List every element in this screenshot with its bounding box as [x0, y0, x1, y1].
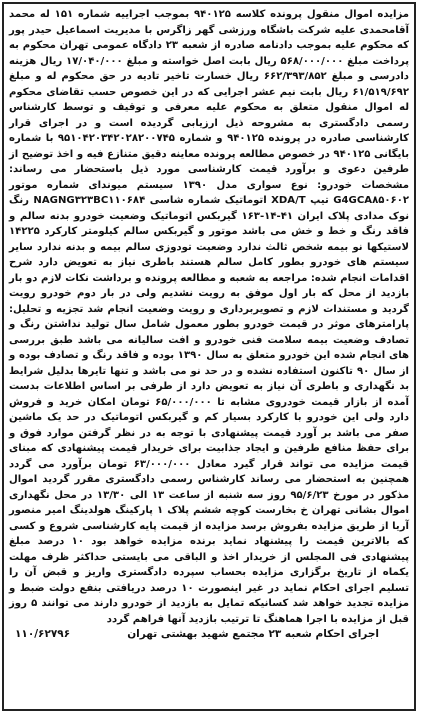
- notice-signature: اجرای احکام شعبه ۲۳ مجتمع شهید بهشتی تهران: [127, 628, 379, 640]
- auction-notice: [2, 2, 416, 711]
- notice-footer: [9, 628, 409, 640]
- notice-code: ۱۱۰/۶۲۷۹۶: [15, 628, 71, 640]
- notice-body: مزایده اموال منقول پرونده کلاسه ۹۴۰۱۲۵ بموجب اجراییه شماره ۱۵۱ له محمد آقامحمدی علیه شرکت باشگاه ورزشی گهر زاگرس با مدیریت اسماعیل حیدر پور که محکوم علیه بموجب دادنامه صادره از شعبه ۲۳ دادگاه عمومی تهران محکوم به پرداخت مبلغ ۵۶۸/۰۰۰/۰۰۰ ریال بابت اصل خواسته و مبلغ ۱۷/۰۴۰/۰۰۰ ریال هزینه دادرسی و مبلغ ۶۶۲/۳۹۳/۸۵۲ ریال خسارت تاخیر تادیه در حق محکوم له و مبلغ ۶۱/۵۱۹/۶۹۲ ریال بابت نیم عشر اجرایی که در این خصوص حسب تقاضای محکوم له اموال منقول متعلق به محکوم علیه معرفی و توقیف و توسط کارشناس رسمی دادگستری به مشروحه ذیل ارزیابی گردیده است و در اجرای قرار کارشناسی صادره در پرونده ۹۴۰۱۲۵ و شماره ۹۵۱۰۴۲۰۳۴۲۰۲۸۲۰۰۷۴۵ با شماره بایگانی ۹۴۰۱۲۵ در خصوص مطالعه پرونده معاینه دقیق متنازع فیه و اخذ توضیح از طرفین دعوی و برآورد قیمت کارشناسی مورد ذیل باستحضار می رساند: مشخصات خودرو: نوع سواری مدل ۱۳۹۰ سیستم میوندای شماره موتور G4GCA۸۵۰۶۰۲ تیپ XDA/T اتوماتیک شماره شاسی NAGNG۳۲۳BC۱۱۰۶۸۴ رنگ نوک مدادی پلاک ایران ۴۱-۱۴-۱۶۳ گیربکس اتوماتیک وضعیت خودرو بدنه سالم و فاقد رنگ و خط و خش می باشد موتور و گیربکس سالم کیلومتر کارکرد ۱۴۲۲۵ لاستیکها نو بیمه شخص ثالث ندارد وضعیت تودوزی سالم بیمه و بدنه ندارد سایر سیستم های خودرو بطور کامل سالم هستند باطری نیاز به تعویض دارد شرح اقدامات انجام شده: مراجعه به شعبه و مطالعه پرونده و برداشت نکات لازم دو بار بازدید از محل که بار اول موفق به رویت نشدیم ولی در بار دوم خودرو رویت گردید و مستندات لازم و تصویربرداری و رویت وضعیت انجام شد تجزیه و تحلیل: پارامترهای موثر در قیمت خودرو بطور معمول شامل سال تولید نداشتن رنگ و تصادف وضعیت بیمه سلامت فنی خودرو و افت سالیانه می باشد طبق بررسی های انجام شده این خودرو متعلق به سال ۱۳۹۰ بوده و فاقد رنگ و تصادف بوده و از سال ۹۰ تاکنون استفاده نشده و در حد نو می باشد و تنها تایرها بدلیل شرایط بد نگهداری و باطری آن نیاز به تعویض دارد از طرفی بر اساس اطلاعات بدست آمده از بازار قیمت خودروی مشابه تا ۶۵/۰۰۰/۰۰۰ تومان امکان خرید و فروش دارد ولی این خودرو با کارکرد بسیار کم و گیربکس اتوماتیک در حد یک ماشین صفر می باشد بر آورد قیمت پیشنهادی با توجه به در نظر گرفتن موارد فوق و برای حفظ منافع طرفین و ایجاد جذابیت برای خریدار قیمت پیشنهادی که مبنای قیمت مزایده می تواند قرار گیرد معادل ۶۳/۰۰۰/۰۰۰ تومان برآورد می گردد همچنین به استحضار می رساند کارشناس رسمی دادگستری مقرر گردید اموال مذکور در مورخ ۹۵/۶/۲۳ روز سه شنبه از ساعت ۱۳ الی ۱۳/۳۰ در محل نگهداری اموال بشانی تهران خ بخارست کوچه ششم پلاک ۱ پارکینگ هولدینگ امیر منصور آریا از طریق مزایده بفروش برسد مزایده از قیمت پایه کارشناسی شروع و کسی که بالاترین قیمت را پیشنهاد نماید برنده مزایده خواهد بود ۱۰ درصد مبلغ پیشنهادی فی المجلس از خریدار اخذ و الباقی می بایستی حداکثر ظرف مهلت یکماه از تاریخ برگزاری مزایده بحساب سپرده دادگستری واریز و قبض آن را تسلیم اجرای احکام نماید در غیر اینصورت ۱۰ درصد دریافتی بنفع دولت ضبط و مزایده تجدید خواهد شد کسانیکه تمایل به بازدید از خودرو دارند می توانند ۵ روز قبل از مزایده با اجرا هماهنگ تا ترتیب بازدید آنها فراهم گردد: [9, 9, 410, 625]
